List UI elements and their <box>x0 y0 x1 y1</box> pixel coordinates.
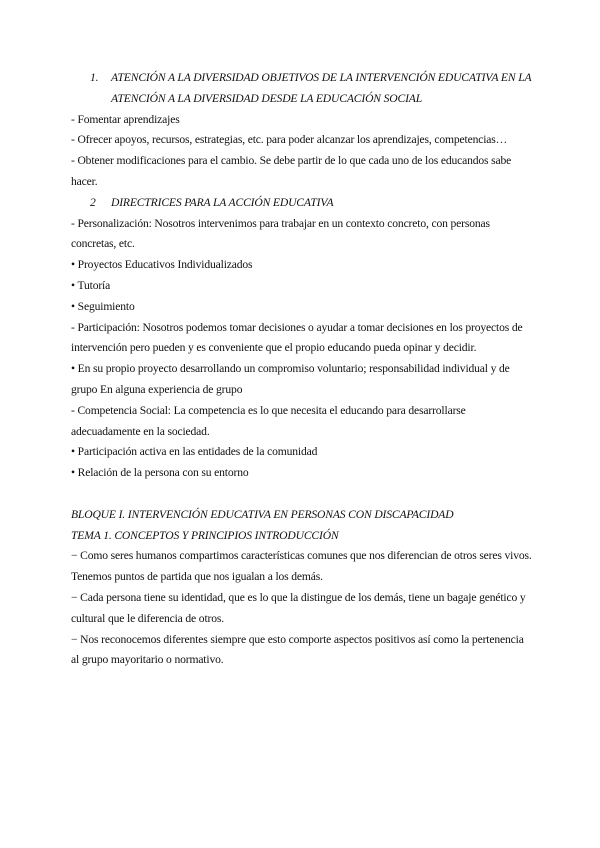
document-body <box>71 68 533 671</box>
section-1-heading <box>71 68 533 110</box>
section-2-heading <box>71 193 533 214</box>
section-1-item: - Ofrecer apoyos, recursos, estrategias, etc. para poder alcanzar los aprendizajes, competencias… <box>71 133 508 147</box>
section-1-number: 1. <box>90 71 99 84</box>
section-2-number: 2 <box>90 195 96 209</box>
blank-line <box>71 484 533 505</box>
topic-1-title: TEMA 1. CONCEPTOS Y PRINCIPIOS INTRODUCCIÓN <box>71 528 339 542</box>
section-2-item: • Relación de la persona con su entorno <box>71 466 249 480</box>
section-1-item: - Obtener modificaciones para el cambio. Se debe partir de lo que cada uno de los educandos sabe hacer. <box>71 154 512 188</box>
block-1-title: BLOQUE I. INTERVENCIÓN EDUCATIVA EN PERSONAS CON DISCAPACIDAD <box>71 507 454 521</box>
section-2-item: - Participación: Nosotros podemos tomar decisiones o ayudar a tomar decisiones en los proyectos de intervención pero pueden y es conveniente que el propio educando pueda opinar y decidir. <box>71 320 523 355</box>
section-2-title: DIRECTRICES PARA LA ACCIÓN EDUCATIVA <box>111 195 334 209</box>
section-2-item: • Seguimiento <box>71 299 135 313</box>
section-2-item: • Proyectos Educativos Individualizados <box>71 258 253 272</box>
section-2-item: • Tutoría <box>71 278 111 292</box>
block-1-item: − Cada persona tiene su identidad, que es lo que la distingue de los demás, tiene un bagaje genético y cultural que le diferencia de otros. <box>71 590 526 625</box>
section-2-item: • Participación activa en las entidades de la comunidad <box>71 445 318 459</box>
section-1-item: - Fomentar aprendizajes <box>71 112 180 126</box>
section-1-title: ATENCIÓN A LA DIVERSIDAD OBJETIVOS DE LA INTERVENCIÓN EDUCATIVA EN LA ATENCIÓN A LA DIVERSIDAD DESDE LA EDUCACIÓN SOCIAL <box>111 71 532 105</box>
block-1-item: − Como seres humanos compartimos características comunes que nos diferencian de otros seres vivos. Tenemos puntos de partida que nos igualan a los demás. <box>71 549 532 584</box>
section-2-item: • En su propio proyecto desarrollando un compromiso voluntario; responsabilidad individual y de grupo En alguna experiencia de grupo <box>71 362 510 396</box>
section-2-item: - Personalización: Nosotros intervenimos para trabajar en un contexto concreto, con personas concretas, etc. <box>71 216 490 251</box>
section-2-item: - Competencia Social: La competencia es lo que necesita el educando para desarrollarse adecuadamente en la sociedad. <box>71 403 466 438</box>
block-1-item: − Nos reconocemos diferentes siempre que esto comporte aspectos positivos así como la pertenencia al grupo mayoritario o normativo. <box>71 632 524 667</box>
